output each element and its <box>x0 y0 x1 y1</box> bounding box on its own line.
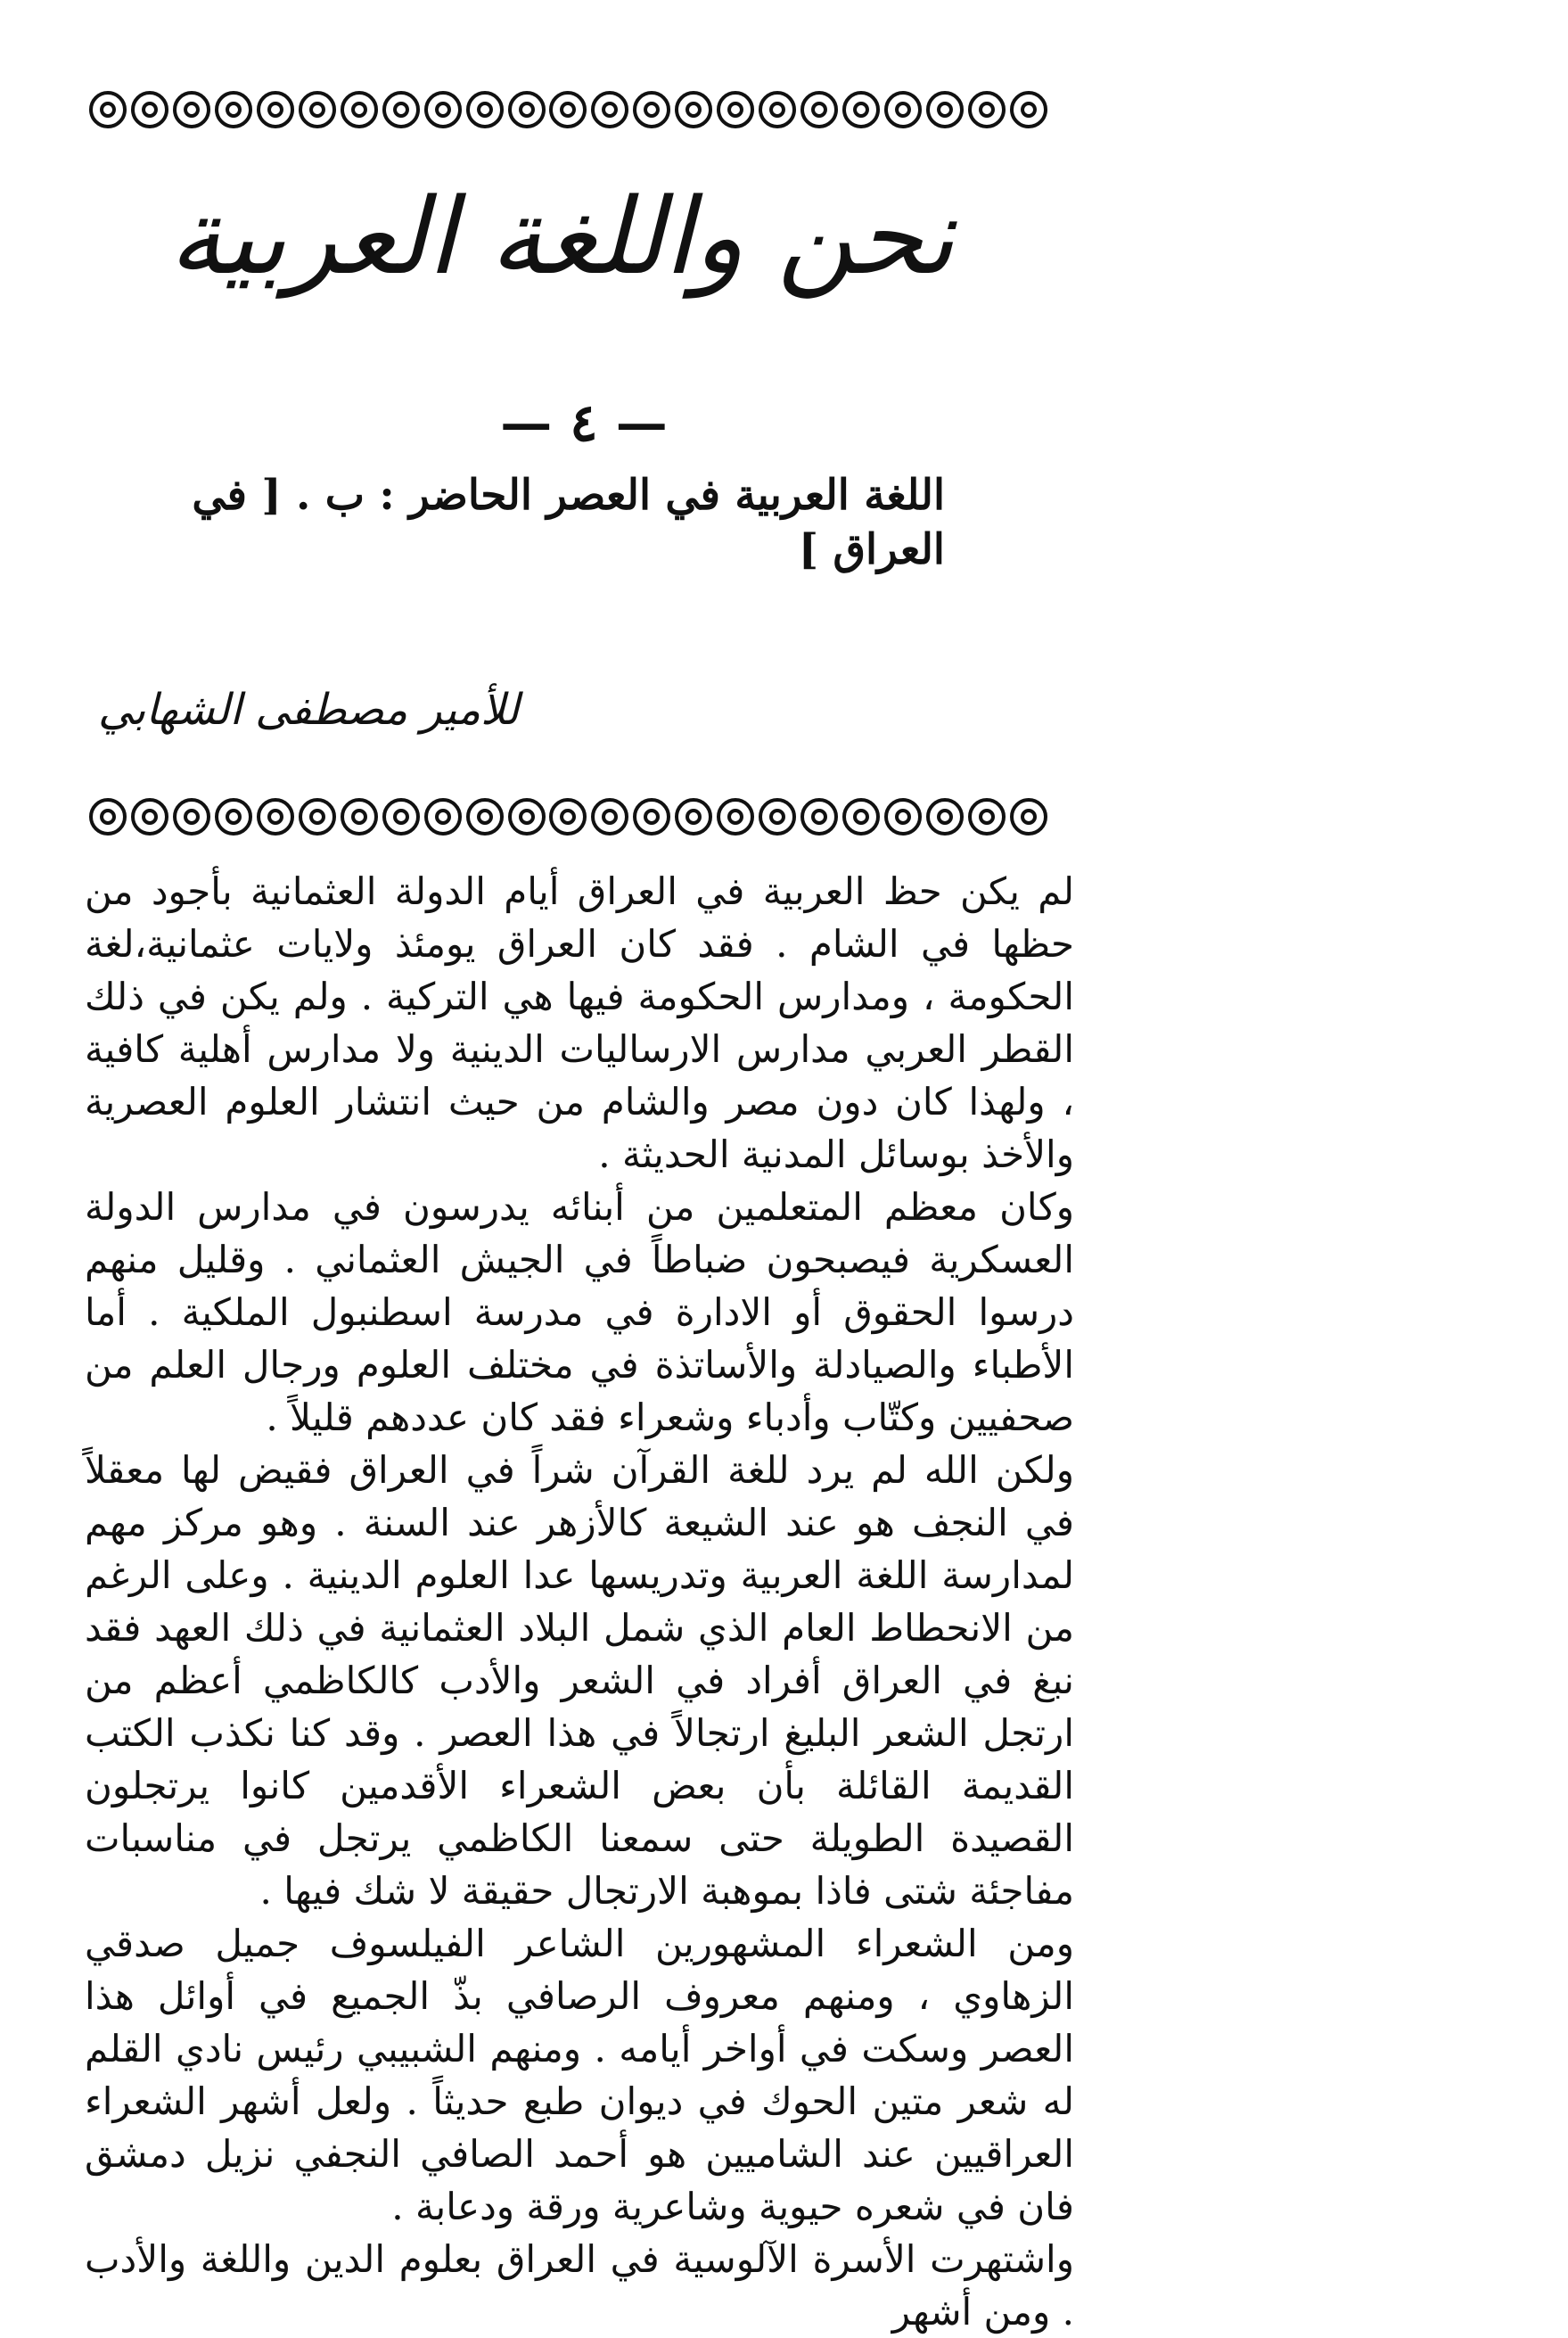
ornament-circle-icon <box>633 91 670 128</box>
ornament-border-top <box>89 85 1047 135</box>
ornament-circle-icon <box>926 798 964 836</box>
article-subtitle: اللغة العربية في العصر الحاضر : ب . [ في العراق ] <box>192 471 945 575</box>
paragraph-2: وكان معظم المتعلمين من أبنائه يدرسون في مدارس الدولة العسكرية فيصبحون ضباطاً في الجيش العثماني . وقليل منهم درسوا الحقوق أو الادارة في مدرسة اسطنبول الملكية . أما الأطباء والصيادلة والأساتذة في مختلف العلوم ورجال العلم من صحفيين وكتّاب وأدباء وشعراء فقد كان عددهم قليلاً . <box>85 1185 1074 1439</box>
author-name: للأمير مصطفى الشهابي <box>98 685 520 735</box>
ornament-circle-icon <box>341 91 378 128</box>
ornament-circle-icon <box>299 798 336 836</box>
ornament-circle-icon <box>89 91 127 128</box>
ornament-circle-icon <box>1010 91 1047 128</box>
paragraph-5: واشتهرت الأسرة الآلوسية في العراق بعلوم الدين واللغة والأدب . ومن أشهر <box>85 2237 1074 2334</box>
ornament-circle-icon <box>341 798 378 836</box>
ornament-circle-icon <box>759 798 796 836</box>
ornament-circle-icon <box>508 798 546 836</box>
ornament-circle-icon <box>173 798 210 836</box>
ornament-circle-icon <box>633 798 670 836</box>
ornament-circle-icon <box>968 91 1006 128</box>
ornament-circle-icon <box>131 798 168 836</box>
ornament-circle-icon <box>842 91 880 128</box>
paragraph-4: ومن الشعراء المشهورين الشاعر الفيلسوف جميل صدقي الزهاوي ، ومنهم معروف الرصافي بذّ الجميع في أوائل هذا العصر وسكت في أواخر أيامه . ومنهم الشبيبي رئيس نادي القلم له شعر متين الحوك في ديوان طبع حديثاً . ولعل أشهر الشعراء العراقيين عند الشاميين هو أحمد الصافي النجفي نزيل دمشق فان في شعره حيوية وشاعرية ورقة ودعابة . <box>85 1922 1074 2228</box>
ornament-circle-icon <box>424 798 462 836</box>
ornament-circle-icon <box>215 91 252 128</box>
ornament-circle-icon <box>549 91 587 128</box>
article-body <box>85 865 1074 2338</box>
ornament-circle-icon <box>508 91 546 128</box>
ornament-circle-icon <box>800 798 838 836</box>
ornament-circle-icon <box>717 91 754 128</box>
paragraph-1: لم يكن حظ العربية في العراق أيام الدولة العثمانية بأجود من حظها في الشام . فقد كان العراق يومئذ ولايات عثمانية،لغة الحكومة ، ومدارس الحكومة فيها هي التركية . ولم يكن في ذلك القطر العربي مدارس الارساليات الدينية ولا مدارس أهلية كافية ، ولهذا كان دون مصر والشام من حيث انتشار العلوم العصرية والأخذ بوسائل المدنية الحديثة . <box>85 869 1075 1176</box>
ornament-circle-icon <box>800 91 838 128</box>
ornament-circle-icon <box>884 798 922 836</box>
ornament-circle-icon <box>382 91 420 128</box>
ornament-circle-icon <box>842 798 880 836</box>
ornament-circle-icon <box>257 91 294 128</box>
ornament-circle-icon <box>299 91 336 128</box>
ornament-circle-icon <box>466 798 504 836</box>
ornament-circle-icon <box>591 798 628 836</box>
ornament-circle-icon <box>717 798 754 836</box>
ornament-circle-icon <box>257 798 294 836</box>
ornament-border-bottom <box>89 792 1047 842</box>
ornament-circle-icon <box>1010 798 1047 836</box>
ornament-circle-icon <box>215 798 252 836</box>
ornament-circle-icon <box>424 91 462 128</box>
ornament-circle-icon <box>382 798 420 836</box>
ornament-circle-icon <box>926 91 964 128</box>
ornament-circle-icon <box>131 91 168 128</box>
ornament-circle-icon <box>549 798 587 836</box>
ornament-circle-icon <box>173 91 210 128</box>
ornament-circle-icon <box>466 91 504 128</box>
ornament-circle-icon <box>675 798 712 836</box>
article-title: نحن واللغة العربية <box>168 175 955 298</box>
paragraph-3: ولكن الله لم يرد للغة القرآن شراً في العراق فقيض لها معقلاً في النجف هو عند الشيعة كالأزهر عند السنة . وهو مركز مهم لمدارسة اللغة العربية وتدريسها عدا العلوم الدينية . وعلى الرغم من الانحطاط العام الذي شمل البلاد العثمانية في ذلك العهد فقد نبغ في العراق أفراد في الشعر والأدب كالكاظمي أعظم من ارتجل الشعر البليغ ارتجالاً في هذا العصر . وقد كنا نكذب الكتب القديمة القائلة بأن بعض الشعراء الأقدمين كانوا يرتجلون القصيدة الطويلة حتى سمعنا الكاظمي يرتجل في مناسبات مفاجئة شتى فاذا بموهبة الارتجال حقيقة لا شك فيها . <box>85 1448 1074 1913</box>
ornament-circle-icon <box>89 798 127 836</box>
ornament-circle-icon <box>591 91 628 128</box>
ornament-circle-icon <box>884 91 922 128</box>
author-signature <box>98 682 722 737</box>
ornament-circle-icon <box>759 91 796 128</box>
ornament-circle-icon <box>675 91 712 128</box>
ornament-circle-icon <box>968 798 1006 836</box>
part-number: — ٤ — <box>500 392 668 453</box>
